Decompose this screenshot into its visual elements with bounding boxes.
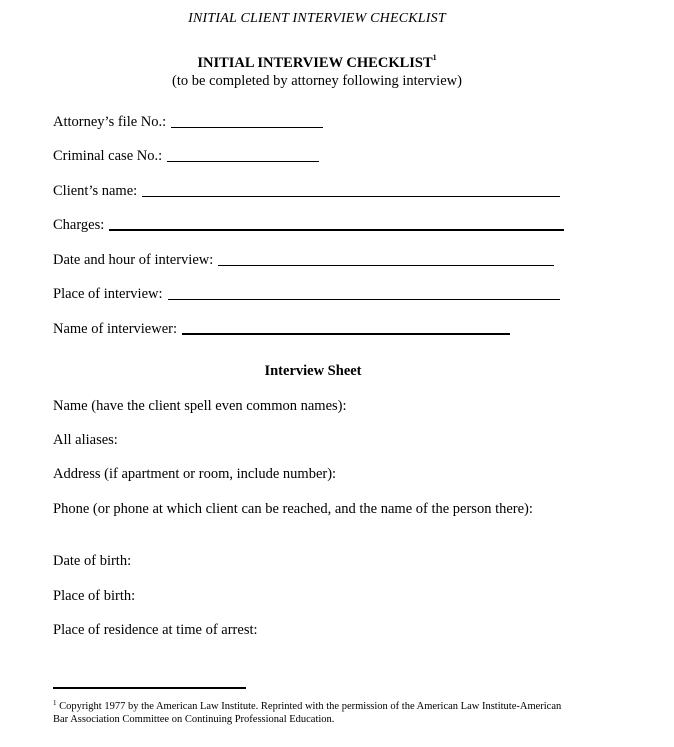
field-name-of-interviewer [53,321,510,338]
question-aliases: All aliases: [53,432,118,448]
footnote-mark: 1 [53,699,57,707]
field-attorney-file-no [53,114,323,131]
field-place-of-interview [53,286,560,303]
field-label: Date and hour of interview: [53,252,214,268]
field-label: Client’s name: [53,183,138,199]
field-clients-name [53,183,560,200]
blank-line[interactable] [182,332,510,335]
field-charges [53,217,564,234]
question-date-of-birth: Date of birth: [53,553,132,569]
question-name: Name (have the client spell even common names): [53,398,347,414]
document-title [0,53,634,72]
footnote-text: Copyright 1977 by the American Law Institute. Reprinted with the permission of the American Law Institute-American Bar Association Committee on Continuing Professional Education. [53,701,562,725]
field-label: Charges: [53,217,105,233]
blank-line[interactable] [218,264,554,266]
section-title: Interview Sheet [264,363,362,379]
field-date-hour-interview [53,252,554,269]
footnote-reference: 1 [432,53,437,62]
footnote-separator [53,687,246,689]
field-label: Place of interview: [53,286,163,302]
question-phone: Phone (or phone at which client can be reached, and the name of the person there): [53,501,533,517]
running-header: INITIAL CLIENT INTERVIEW CHECKLIST [188,11,446,26]
question-address: Address (if apartment or room, include number): [53,466,337,482]
question-residence-at-arrest: Place of residence at time of arrest: [53,622,258,638]
footnote [53,697,563,726]
field-label: Name of interviewer: [53,321,178,337]
field-label: Attorney’s file No.: [53,114,167,130]
question-place-of-birth: Place of birth: [53,588,136,604]
title-text: INITIAL INTERVIEW CHECKLIST [197,55,433,71]
field-label: Criminal case No.: [53,148,163,164]
document-subtitle: (to be completed by attorney following interview) [172,73,462,89]
blank-line[interactable] [171,126,323,128]
blank-line[interactable] [142,195,560,197]
blank-line[interactable] [167,160,319,162]
blank-line[interactable] [109,228,564,231]
blank-line[interactable] [168,298,560,300]
field-criminal-case-no [53,148,319,165]
